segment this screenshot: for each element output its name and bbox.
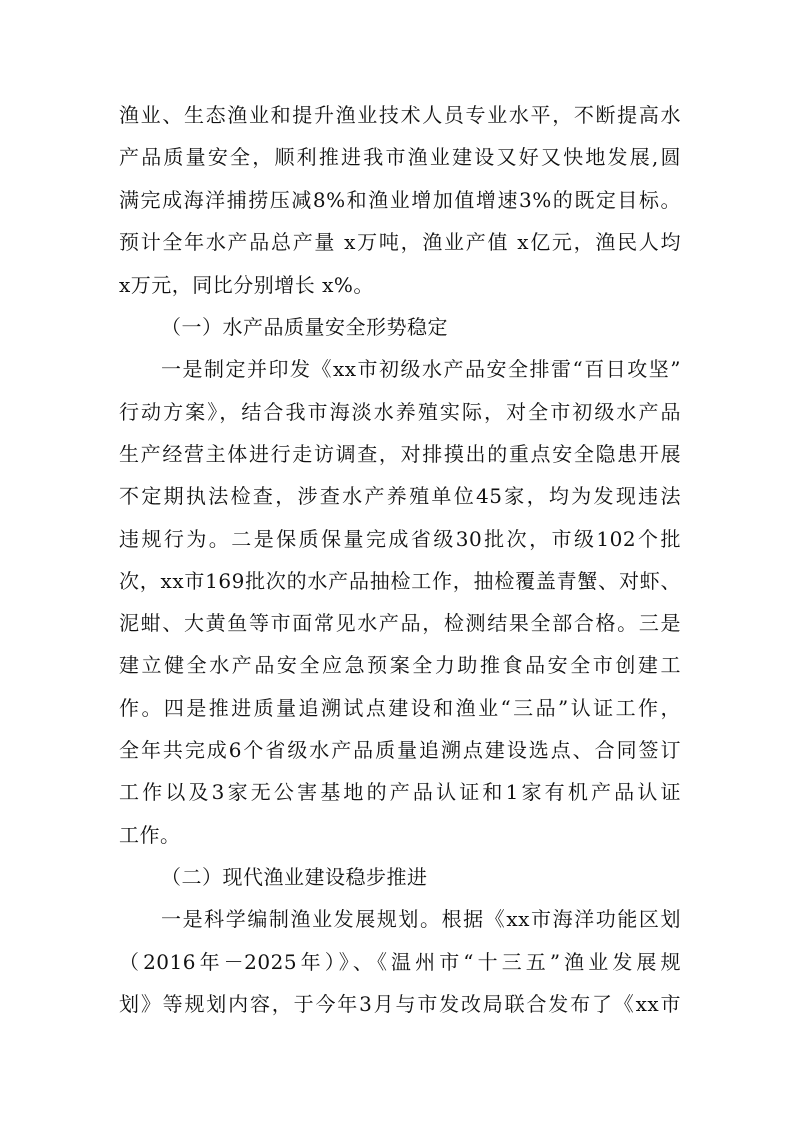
body-text-line: x万元，同比分别增长 x%。 bbox=[119, 273, 374, 297]
body-text-line: 生产经营主体进行走访调查，对排摸出的重点安全隐患开展 bbox=[119, 442, 681, 466]
body-text-line: 行动方案》，结合我市海淡水养殖实际，对全市初级水产品 bbox=[119, 400, 681, 424]
body-text-line: 渔业、生态渔业和提升渔业技术人员专业水平，不断提高水 bbox=[119, 103, 681, 127]
body-text-line: 预计全年水产品总产量 x万吨，渔业产值 x亿元，渔民人均 bbox=[119, 230, 681, 254]
body-text-line: 建立健全水产品安全应急预案全力助推食品安全市创建工 bbox=[119, 653, 681, 677]
section-heading: （二）现代渔业建设稳步推进 bbox=[161, 865, 428, 889]
body-text-line: 不定期执法检查，涉查水产养殖单位45家，均为发现违法 bbox=[119, 484, 681, 508]
body-text-line: 违规行为。二是保质保量完成省级30批次，市级102个批 bbox=[119, 527, 681, 551]
body-text-line: 一是制定并印发《xx市初级水产品安全排雷“百日攻坚” bbox=[161, 357, 681, 381]
body-text-line: （2016年－2025年）》、《温州市“十三五”渔业发展规 bbox=[119, 950, 681, 974]
body-text-line: 次，xx市169批次的水产品抽检工作，抽检覆盖青蟹、对虾、 bbox=[119, 569, 681, 593]
body-text-line: 划》等规划内容，于今年3月与市发改局联合发布了《xx市 bbox=[119, 992, 681, 1016]
body-text-line: 作。四是推进质量追溯试点建设和渔业“三品”认证工作， bbox=[119, 696, 681, 720]
body-text-line: 工作以及3家无公害基地的产品认证和1家有机产品认证 bbox=[119, 780, 681, 804]
section-heading: （一）水产品质量安全形势稳定 bbox=[161, 315, 448, 339]
body-text-line: 工作。 bbox=[119, 823, 181, 847]
body-text-line: 一是科学编制渔业发展规划。根据《xx市海洋功能区划 bbox=[161, 907, 681, 931]
body-text-line: 全年共完成6个省级水产品质量追溯点建设选点、合同签订 bbox=[119, 738, 681, 762]
body-text-line: 泥蚶、大黄鱼等市面常见水产品，检测结果全部合格。三是 bbox=[119, 611, 681, 635]
body-text-line: 产品质量安全，顺利推进我市渔业建设又好又快地发展,圆 bbox=[119, 145, 681, 169]
body-text-line: 满完成海洋捕捞压减8%和渔业增加值增速3%的既定目标。 bbox=[119, 188, 681, 212]
